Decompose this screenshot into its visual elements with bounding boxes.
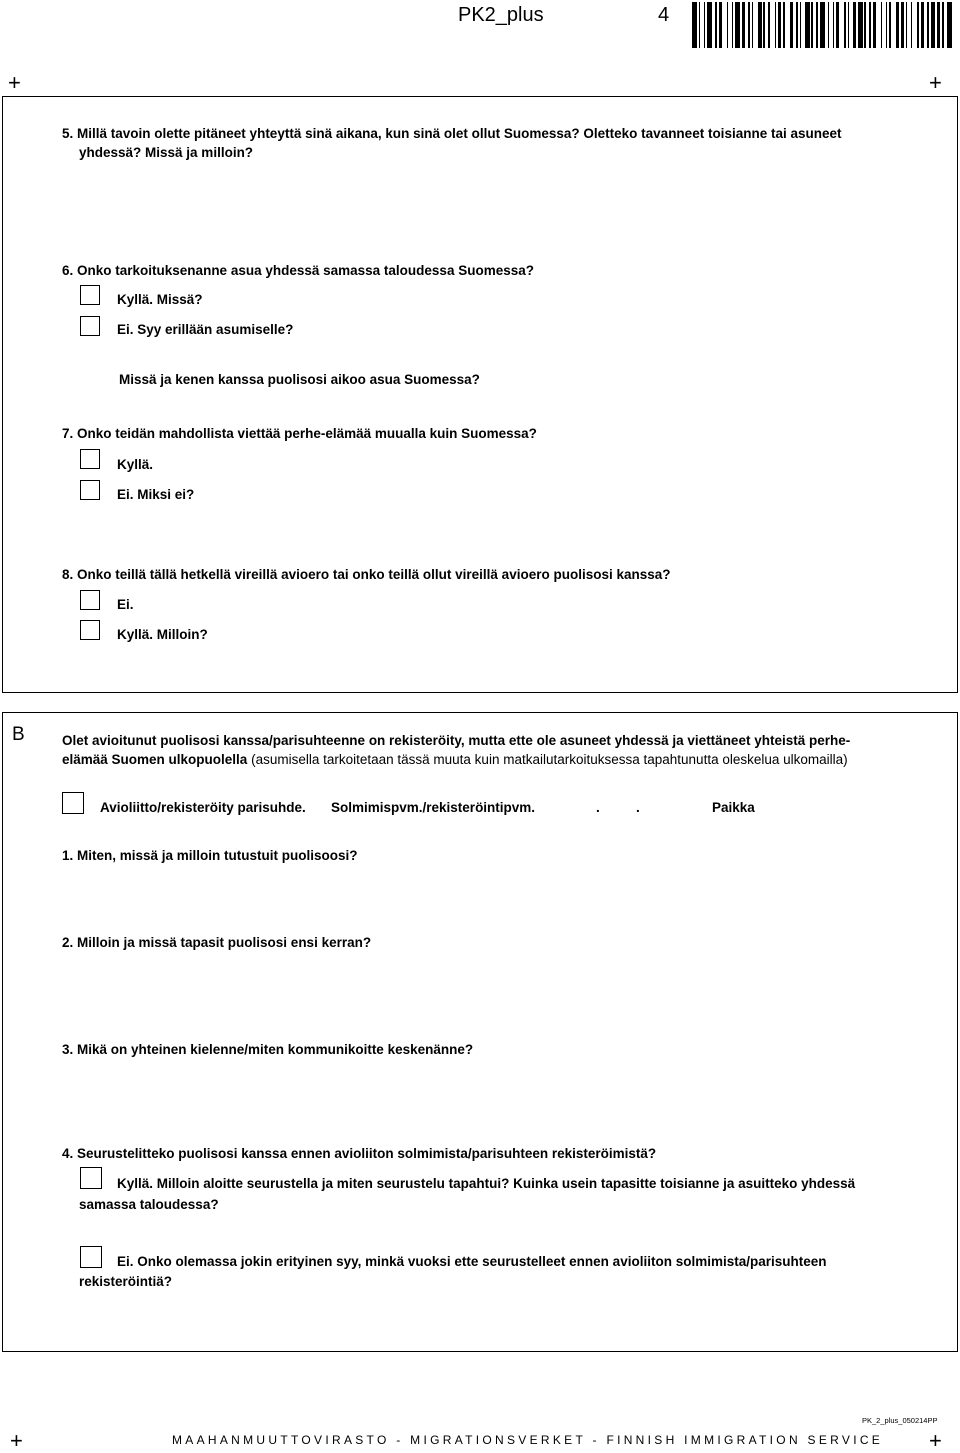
- section-b-question-3: 3. Mikä on yhteinen kielenne/miten kommunikoitte keskenänne?: [62, 1042, 474, 1057]
- q8-no-checkbox[interactable]: [80, 590, 100, 610]
- date-separator-1: .: [596, 800, 600, 815]
- marriage-checkbox[interactable]: [62, 792, 84, 814]
- question-6: 6. Onko tarkoituksenanne asua yhdessä samassa taloudessa Suomessa?: [62, 263, 534, 278]
- q7-yes-checkbox[interactable]: [80, 449, 100, 469]
- footer-agency-name: MAAHANMUUTTOVIRASTO - MIGRATIONSVERKET - FINNISH IMMIGRATION SERVICE: [172, 1433, 884, 1447]
- section-b-letter: B: [12, 724, 25, 745]
- question-8: 8. Onko teillä tällä hetkellä vireillä avioero tai onko teillä ollut vireillä avioero puolisosi kanssa?: [62, 567, 671, 582]
- page-number: 4: [658, 4, 670, 26]
- q8-yes-checkbox[interactable]: [80, 620, 100, 640]
- q6-yes-label: Kyllä. Missä?: [117, 292, 203, 307]
- q4-no-label-line2: rekisteröintiä?: [79, 1274, 173, 1289]
- q4-yes-checkbox[interactable]: [80, 1167, 102, 1189]
- question-5: 5. Millä tavoin olette pitäneet yhteyttä sinä aikana, kun sinä olet ollut Suomessa? Oletteko tavanneet toisianne tai asuneet: [62, 126, 842, 141]
- q6-followup: Missä ja kenen kanssa puolisosi aikoo asua Suomessa?: [119, 372, 480, 387]
- marriage-date-label: Solmimispvm./rekisteröintipvm.: [331, 800, 536, 815]
- q7-yes-label: Kyllä.: [117, 457, 154, 472]
- section-b-question-4: 4. Seurustelitteko puolisosi kanssa ennen avioliiton solmimista/parisuhteen rekisteröimistä?: [62, 1146, 657, 1161]
- barcode: [692, 2, 954, 48]
- date-separator-2: .: [636, 800, 640, 815]
- marriage-label: Avioliitto/rekisteröity parisuhde.: [100, 800, 306, 815]
- registration-mark-top-right: +: [929, 70, 942, 95]
- question-5-cont: yhdessä? Missä ja milloin?: [79, 145, 254, 160]
- registration-mark-top-left: +: [8, 70, 21, 95]
- q6-no-label: Ei. Syy erillään asumiselle?: [117, 322, 294, 337]
- q8-no-label: Ei.: [117, 597, 134, 612]
- registration-mark-bottom-right: +: [929, 1428, 942, 1453]
- q6-yes-checkbox[interactable]: [80, 285, 100, 305]
- q4-yes-label-line1: Kyllä. Milloin aloitte seurustella ja miten seurustelu tapahtui? Kuinka usein tapasitte toisianne ja asuitteko yhdessä: [117, 1176, 856, 1191]
- barcode-bar: [952, 2, 954, 48]
- q4-yes-label-line2: samassa taloudessa?: [79, 1197, 219, 1212]
- section-b-question-1: 1. Miten, missä ja milloin tutustuit puolisoosi?: [62, 848, 358, 863]
- q4-no-checkbox[interactable]: [80, 1246, 102, 1268]
- q8-yes-label: Kyllä. Milloin?: [117, 627, 208, 642]
- section-b-intro-line2: elämää Suomen ulkopuolella (asumisella tarkoitetaan tässä muuta kuin matkailutarkoituksessa tapahtunutta oleskelua ulkomailla): [62, 752, 848, 767]
- section-b-intro-line1: Olet avioitunut puolisosi kanssa/parisuhteenne on rekisteröity, mutta ette ole asuneet yhdessä ja viettäneet yhteistä perhe-: [62, 733, 851, 748]
- q6-no-checkbox[interactable]: [80, 316, 100, 336]
- marriage-place-label: Paikka: [712, 800, 755, 815]
- q7-no-checkbox[interactable]: [80, 480, 100, 500]
- form-version-code: PK_2_plus_050214PP: [862, 1416, 938, 1425]
- form-code: PK2_plus: [458, 4, 544, 26]
- q4-no-label-line1: Ei. Onko olemassa jokin erityinen syy, minkä vuoksi ette seurustelleet ennen avioliiton solmimista/parisuhteen: [117, 1254, 827, 1269]
- registration-mark-bottom-left: +: [10, 1428, 23, 1453]
- section-b-question-2: 2. Milloin ja missä tapasit puolisosi ensi kerran?: [62, 935, 372, 950]
- q7-no-label: Ei. Miksi ei?: [117, 487, 195, 502]
- section-a-frame: [2, 96, 958, 693]
- question-7: 7. Onko teidän mahdollista viettää perhe-elämää muualla kuin Suomessa?: [62, 426, 537, 441]
